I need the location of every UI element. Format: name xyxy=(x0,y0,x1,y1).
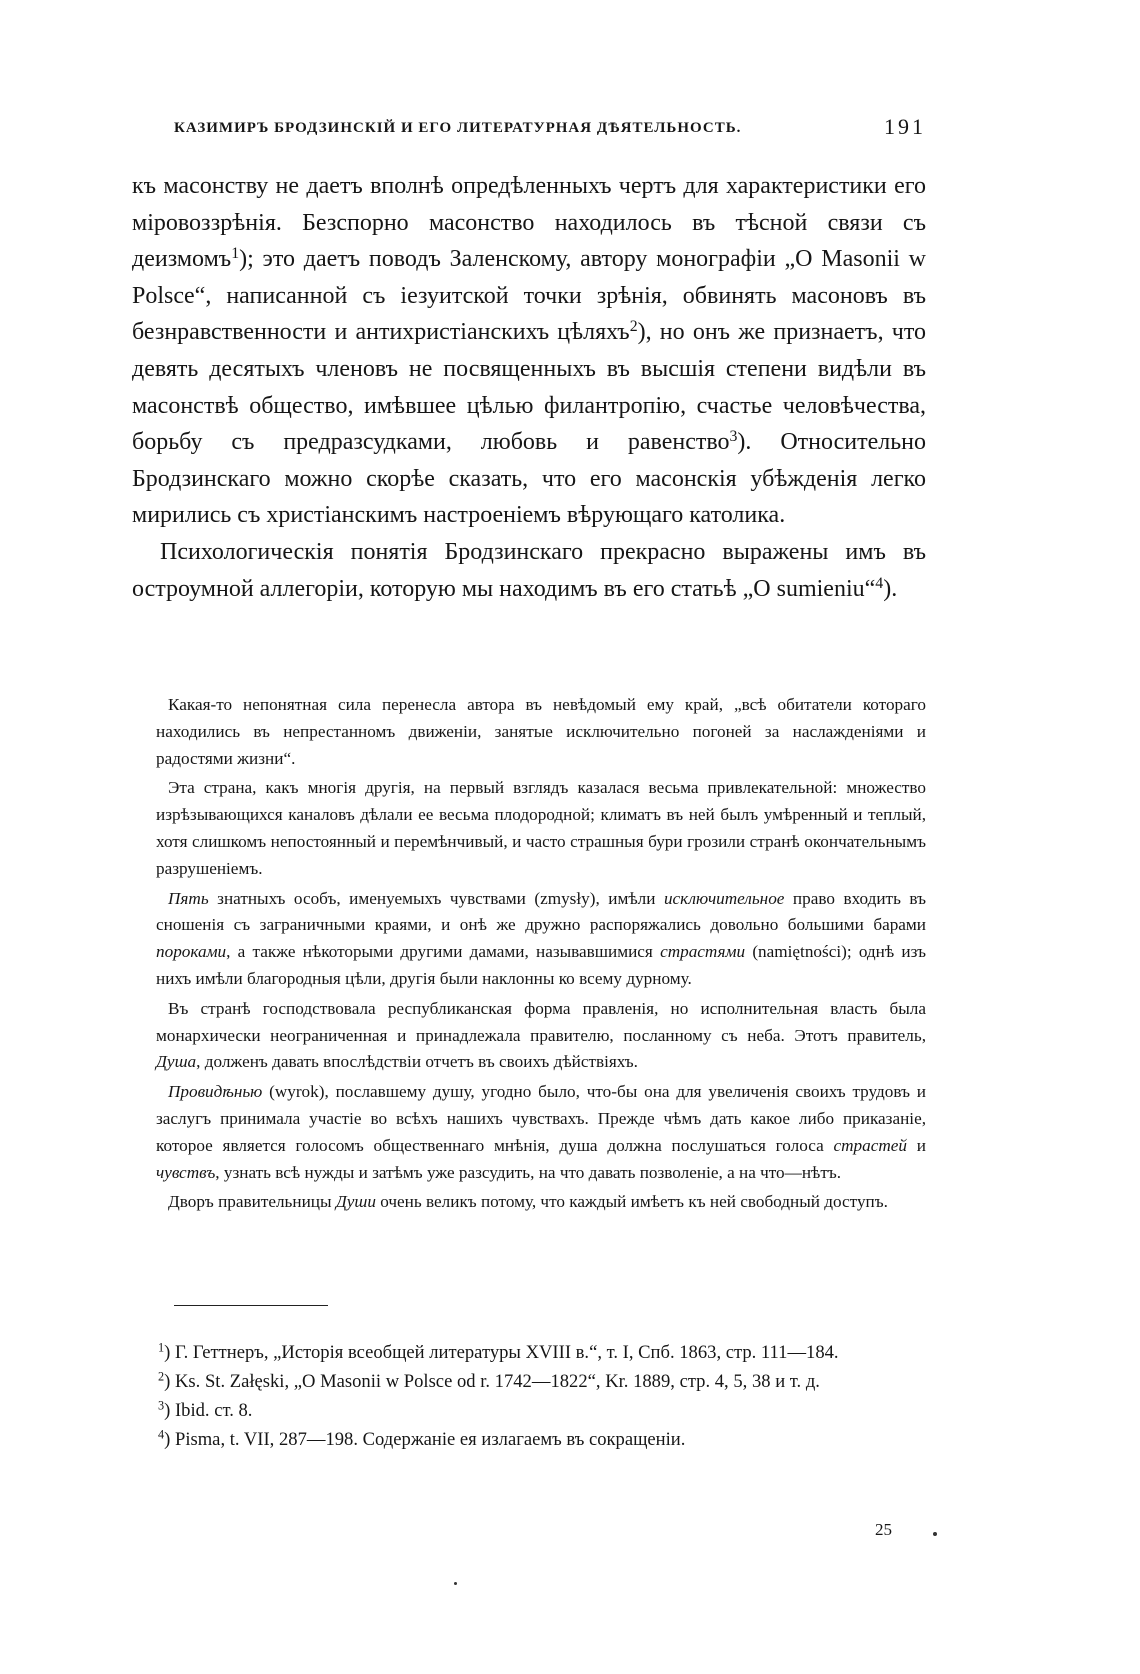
quote-paragraph: Какая-то непонятная сила перенесла автора въ невѣдомый ему край, „всѣ обитатели котораго находились въ непрестанномъ движеніи, занятые исключительно погоней за наслажденіями и радостями жизни“. xyxy=(156,695,926,768)
footnote-mark: 1 xyxy=(158,1340,165,1355)
quote-paragraph: Въ странѣ господствовала республиканская форма правленія, но исполнительная власть была монархически неограниченная и принадлежала правителю, посланному съ неба. Этотъ правитель, Душа, долженъ давать впослѣдствіи отчетъ въ своихъ дѣйствіяхъ. xyxy=(156,998,926,1072)
footnote-ref-3[interactable]: 3 xyxy=(729,427,738,445)
footnote-mark: 2 xyxy=(158,1369,165,1384)
italic-term: исключительное xyxy=(663,888,785,908)
footnotes xyxy=(132,1338,926,1454)
paragraph-masonry: къ масонству не даетъ вполнѣ опредѣленныхъ чертъ для характеристики его міровоззрѣнія. Безспорно масонство находилось въ тѣсной связи съ деизмомъ$^1$); это даетъ поводъ Заленскому, автору монографіи „O Masonii w Polsce“, написанной съ іезуитской точки зрѣнія, обвинять масоновъ въ безнравственности и антихристіанскихъ цѣляхъ$^2$), но онъ же признаетъ, что девять десятыхъ членовъ не посвященныхъ въ высшія степени видѣли въ масонствѣ общество, имѣвшее цѣлью филантропію, счастье человѣчества, борьбу съ предразсудками, любовь и равенство$^3$). Относительно Бродзинскаго можно скорѣе сказать, что его масонскія убѣжденія легко мирились съ христіанскимъ настроеніемъ вѣрующаго католика. xyxy=(132,173,927,529)
footnote-ref-4[interactable]: 4 xyxy=(875,574,884,592)
quote-paragraph: Пять знатныхъ особъ, именуемыхъ чувствами (zmysły), имѣли исключительное право входить въ сношенія съ заграничными краями, и онѣ же дружно распоряжались довольно большими барами пороками, а также нѣкоторыми другими дамами, называвшимися страстями (namiętności); однѣ изъ нихъ имѣли благородныя цѣли, другія были наклонны ко всему дурному. xyxy=(156,888,926,988)
italic-term: пороками xyxy=(156,942,227,962)
print-speck xyxy=(933,1532,937,1536)
italic-term: страстей xyxy=(833,1135,908,1155)
italic-term: Провидѣнью xyxy=(168,1082,263,1102)
italic-term: Пять xyxy=(168,888,209,908)
printer-signature: 25 xyxy=(875,1520,892,1539)
footnote-mark: 3 xyxy=(158,1398,165,1413)
print-speck xyxy=(454,1582,457,1585)
page-number: 191 xyxy=(884,114,926,139)
footnote-ref-1[interactable]: 1 xyxy=(231,244,240,262)
running-title: КАЗИМИРЪ БРОДЗИНСКІЙ И ЕГО ЛИТЕРАТУРНАЯ ДѢЯТЕЛЬНОСТЬ. xyxy=(174,120,742,136)
paragraph-allegory-intro: Психологическія понятія Бродзинскаго прекрасно выражены имъ въ остроумной аллегоріи, которую мы находимъ въ его статьѣ „O sumieniu“$^4$). xyxy=(132,538,926,602)
footnote-divider xyxy=(174,1305,328,1306)
footnote: $^4$) Pisma, t. VII, 287—198. Содержаніе ея излагаемъ въ сокращеніи. xyxy=(158,1427,686,1450)
quote-paragraph: Эта страна, какъ многія другія, на первый взглядъ казалася весьма привлекательной: множество изрѣзывающихся каналовъ дѣлали ее весьма плодородной; климатъ въ ней былъ умѣренный и теплый, хотя слишкомъ непостоянный и перемѣнчивый, и часто страшныя бури грозили странѣ окончательнымъ разрушеніемъ. xyxy=(156,778,926,878)
italic-term: страстями xyxy=(660,942,746,962)
footnote: $^2$) Ks. St. Załęski, „O Masonii w Polsce od r. 1742—1822“, Kr. 1889, стр. 4, 5, 38 и т. д. xyxy=(158,1369,820,1392)
quote-paragraph: Дворъ правительницы Души очень великъ потому, что каждый имѣетъ къ ней свободный доступъ. xyxy=(168,1192,888,1212)
footnote: $^3$) Ibid. ст. 8. xyxy=(158,1398,253,1421)
italic-term: Души xyxy=(335,1192,376,1212)
italic-term: чувствъ xyxy=(156,1162,216,1182)
main-text xyxy=(132,168,926,607)
italic-term: Душа xyxy=(156,1052,197,1072)
allegory-quote xyxy=(156,692,926,1219)
footnote: $^1$) Г. Геттнеръ, „Исторія всеобщей литературы XVIII в.“, т. I, Спб. 1863, стр. 111—184. xyxy=(158,1340,839,1363)
footnote-ref-2[interactable]: 2 xyxy=(629,318,638,336)
footnote-mark: 4 xyxy=(158,1427,165,1442)
quote-paragraph: Провидѣнью (wyrok), пославшему душу, угодно было, что-бы она для увеличенія своихъ трудовъ и заслугъ принимала участіе во всѣхъ нашихъ чувствахъ. Прежде чѣмъ дать какое либо приказаніе, которое является голосомъ общественнаго мнѣнія, душа должна послушаться голоса страстей и чувствъ, узнать всѣ нужды и затѣмъ уже разсудить, на что давать позволеніе, а на что—нѣтъ. xyxy=(156,1082,927,1182)
